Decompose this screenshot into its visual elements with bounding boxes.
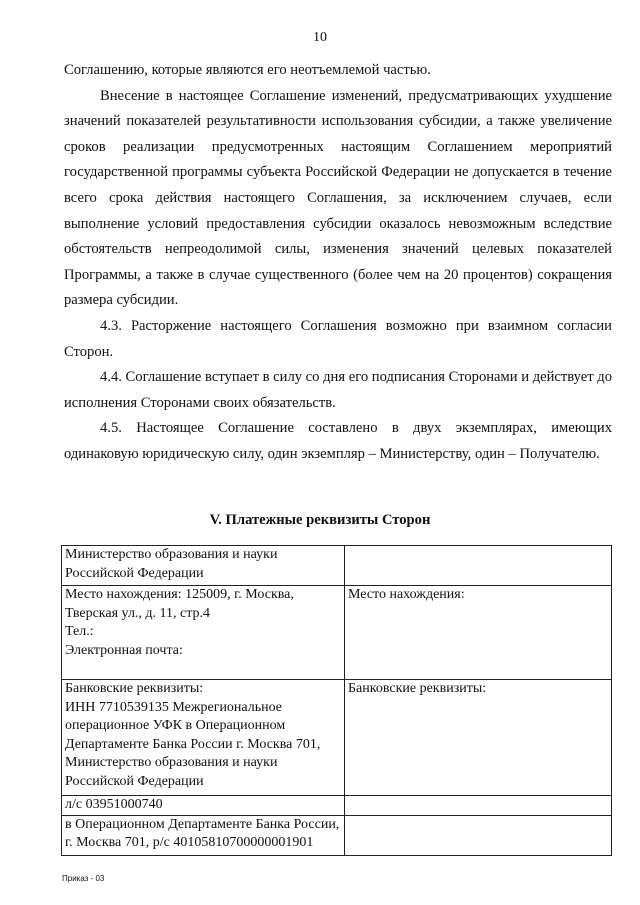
paragraph-4-5: 4.5. Настоящее Соглашение составлено в двух экземплярах, имеющих одинаковую юридическую силу, один экземпляр – Министерству, один – Получателю. (64, 420, 612, 462)
cell-line: Банковские реквизиты: (348, 681, 487, 696)
paragraph-4-4: 4.4. Соглашение вступает в силу со дня его подписания Сторонами и действует до исполнения Сторонами своих обязательств. (64, 369, 612, 411)
table-row (62, 680, 612, 796)
settlement-account-cell (62, 815, 345, 855)
recipient-name-cell (345, 546, 612, 586)
cell-line: операционное УФК в Операционном (65, 718, 286, 733)
cell-line: в Операционном Департаменте Банка России, (65, 816, 340, 832)
cell-line: Место нахождения: (348, 587, 465, 602)
agreement-text (64, 58, 612, 468)
ministry-bank-cell (62, 680, 345, 796)
table-row (62, 796, 612, 816)
payment-requisites-table (61, 545, 612, 856)
table-row (62, 586, 612, 680)
cell-line: Банковские реквизиты: (65, 681, 204, 696)
cell-line: Департаменте Банка России г. Москва 701, (65, 736, 321, 752)
table-row (62, 815, 612, 855)
cell-line: Министерство образования и науки (65, 547, 278, 562)
page-number: 10 (313, 30, 327, 45)
recipient-bank-cell (345, 680, 612, 796)
ministry-name-cell (62, 546, 345, 586)
cell-line: Российской Федерации (65, 565, 204, 581)
cell-line: ИНН 7710539135 Межрегиональное (65, 699, 283, 715)
personal-account-cell: л/с 03951000740 (62, 796, 345, 816)
paragraph-continuation: Соглашению, которые являются его неотъемлемой частью. (64, 62, 431, 78)
table-row (62, 546, 612, 586)
recipient-settlement-cell (345, 815, 612, 855)
cell-line: Тел.: (65, 624, 94, 639)
recipient-address-cell (345, 586, 612, 680)
cell-line: Российской Федерации (65, 773, 204, 789)
paragraph-4-3: 4.3. Расторжение настоящего Соглашения возможно при взаимном согласии Сторон. (64, 317, 612, 360)
cell-line: Министерство образования и науки (65, 755, 278, 770)
cell-line: Тверская ул., д. 11, стр.4 (65, 605, 211, 621)
recipient-account-cell (345, 796, 612, 816)
cell-line: Электронная почта: (65, 642, 183, 658)
section-title: V. Платежные реквизиты Сторон (209, 512, 431, 528)
footer-order-mark: Приказ - 03 (62, 874, 105, 883)
cell-line: Место нахождения: 125009, г. Москва, (65, 587, 294, 602)
paragraph-amendments: Внесение в настоящее Соглашение изменений, предусматривающих ухудшение значений показателей результативности использования субсидии, а также увеличение сроков реализации предусмотренных настоящим Соглашением мероприятий государственной программы субъекта Российской Федерации не допускается в течение всего срока действия настоящего Соглашения, за исключением случаев, если выполнение условий предоставления субсидии оказалось невозможным вследствие обстоятельств непреодолимой силы, изменения значений целевых показателей Программы, а также в случае существенного (более чем на 20 процентов) сокращения размера субсидии. (64, 87, 612, 309)
cell-line: г. Москва 701, р/с 40105810700000001901 (65, 835, 314, 850)
ministry-address-cell (62, 586, 345, 680)
